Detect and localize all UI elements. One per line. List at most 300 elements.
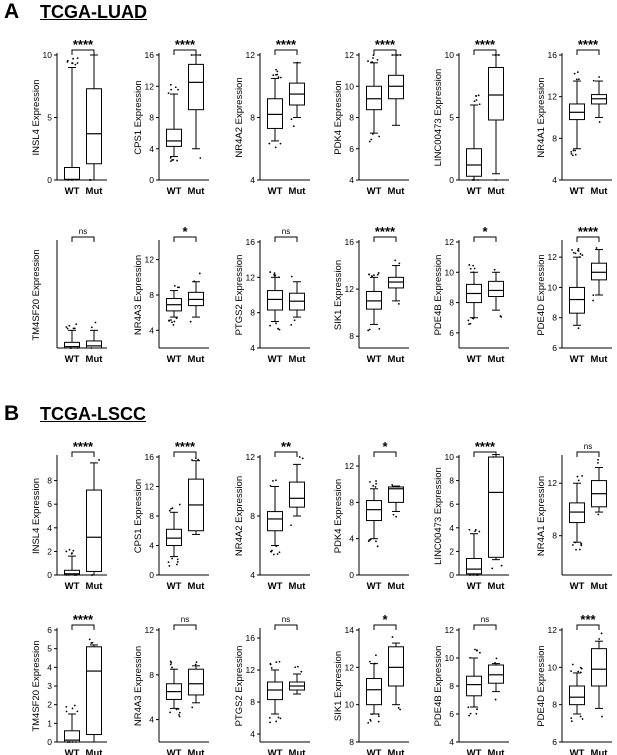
chart-19-x-tick-label: Mut xyxy=(85,748,103,755)
chart-22-mut-outlier-point xyxy=(399,709,401,711)
chart-23-x-tick-label: Mut xyxy=(487,748,505,755)
chart-13-y-tick-label: 6 xyxy=(47,499,52,510)
chart-12-mut-outlier-point xyxy=(592,294,594,296)
chart-14-y-tick-label: 8 xyxy=(149,511,154,521)
chart-24-y-tick-label: 12 xyxy=(547,625,557,635)
chart-4-x-tick-label: WT xyxy=(366,186,382,197)
chart-18-x-tick-label: Mut xyxy=(590,581,608,592)
chart-14-wt-outlier-point xyxy=(176,564,178,566)
chart-2-y-axis-label: CPS1 Expression xyxy=(133,80,144,155)
chart-4-wt-outlier-point xyxy=(373,54,375,56)
chart-20-wt-outlier-point xyxy=(178,708,180,710)
chart-22-wt-outlier-point xyxy=(374,663,376,665)
chart-14-wt-outlier-point xyxy=(171,558,173,560)
chart-19-significance-label: **** xyxy=(72,612,94,627)
chart-19-wt-outlier-point xyxy=(65,706,67,708)
chart-13-wt-outlier-point xyxy=(65,551,67,553)
chart-18-wt-outlier-point xyxy=(575,549,577,551)
chart-15-mut-box xyxy=(290,482,305,507)
chart-7-significance-bracket xyxy=(72,237,94,242)
chart-9-wt-outlier-point xyxy=(278,276,280,278)
chart-15-mut-outlier-point xyxy=(290,524,292,526)
chart-3-wt-box xyxy=(268,99,283,129)
chart-24-wt-outlier-point xyxy=(577,671,579,673)
chart-6-wt-outlier-point xyxy=(573,150,575,152)
chart-18-wt-outlier-point xyxy=(580,543,582,545)
chart-20-significance-bracket xyxy=(174,625,196,630)
chart-10-mut-outlier-point xyxy=(398,303,400,305)
chart-23-wt-outlier-point xyxy=(476,650,478,652)
chart-23-mut-box xyxy=(489,665,504,683)
chart-2-y-tick-label: 8 xyxy=(149,112,154,123)
chart-22-y-tick-label: 10 xyxy=(344,699,354,710)
chart-19-wt-outlier-point xyxy=(72,708,74,710)
chart-16-wt-outlier-point xyxy=(375,483,377,485)
chart-18-wt-outlier-point xyxy=(579,549,581,551)
chart-4-mut-outlier-point xyxy=(391,54,393,56)
chart-22-x-tick-label: WT xyxy=(366,748,382,755)
chart-4-wt-outlier-point xyxy=(377,59,379,61)
chart-16-wt-outlier-point xyxy=(375,486,377,488)
chart-21-wt-outlier-point xyxy=(269,722,271,724)
chart-20-wt-outlier-point xyxy=(171,667,173,669)
chart-12-wt-outlier-point xyxy=(573,252,575,254)
chart-24-wt-outlier-point xyxy=(581,668,583,670)
chart-5-wt-outlier-point xyxy=(476,99,478,101)
chart-9-y-tick-label: 8 xyxy=(250,307,255,318)
chart-18-wt-outlier-point xyxy=(572,544,574,546)
chart-17-wt-outlier-point xyxy=(468,529,470,531)
chart-14-wt-outlier-point xyxy=(172,507,174,509)
chart-14-mut-outlier-point xyxy=(191,459,193,461)
chart-9-wt-outlier-point xyxy=(275,322,277,324)
chart-5-mut-outlier-point xyxy=(495,179,497,181)
chart-23-wt-box xyxy=(467,676,482,696)
chart-6-x-tick-label: WT xyxy=(569,186,585,197)
chart-23-y-tick-label: 4 xyxy=(449,737,454,747)
chart-15-x-tick-label: WT xyxy=(267,581,283,592)
chart-21-wt-outlier-point xyxy=(271,667,273,669)
chart-12-wt-outlier-point xyxy=(578,250,580,252)
chart-22-mut-box xyxy=(389,647,404,686)
chart-12-y-tick-label: 6 xyxy=(552,343,557,353)
chart-10-wt-outlier-point xyxy=(378,272,380,274)
chart-13-mut-box xyxy=(87,490,102,571)
chart-1-y-tick-label: 5 xyxy=(47,112,52,123)
chart-6-wt-outlier-point xyxy=(570,151,572,153)
chart-23-mut-outlier-point xyxy=(496,657,498,659)
chart-22-y-axis-label: SIK1 Expression xyxy=(333,650,344,722)
chart-20-wt-outlier-point xyxy=(170,660,172,662)
chart-22-wt-outlier-point xyxy=(369,661,371,663)
chart-1-y-tick-label: 10 xyxy=(42,50,52,60)
chart-15-wt-outlier-point xyxy=(270,551,272,553)
chart-5-x-tick-label: Mut xyxy=(487,186,505,197)
chart-21-wt-outlier-point xyxy=(269,663,271,665)
chart-13-wt-outlier-point xyxy=(69,549,71,551)
chart-10-y-tick-label: 16 xyxy=(344,237,354,247)
chart-19-y-tick-label: 0 xyxy=(47,737,52,747)
chart-21-y-axis-label: PTGS2 Expression xyxy=(234,645,245,727)
chart-24-wt-box xyxy=(570,686,585,705)
chart-1-y-tick-label: 0 xyxy=(47,175,52,185)
chart-13-x-tick-label: WT xyxy=(64,581,80,592)
chart-12-wt-box xyxy=(570,287,585,313)
chart-24-wt-outlier-point xyxy=(570,670,572,672)
chart-12-significance-label: **** xyxy=(577,224,599,239)
chart-8-y-tick-label: 4 xyxy=(149,325,154,336)
chart-2-wt-outlier-point xyxy=(170,89,172,91)
chart-3-x-tick-label: Mut xyxy=(288,186,306,197)
chart-12-mut-box xyxy=(592,263,607,280)
chart-20-wt-outlier-point xyxy=(179,712,181,714)
chart-16-x-tick-label: Mut xyxy=(387,581,405,592)
chart-2-wt-outlier-point xyxy=(170,160,172,162)
chart-21-significance-bracket xyxy=(275,625,297,630)
chart-23-wt-outlier-point xyxy=(469,657,471,659)
chart-2-wt-outlier-point xyxy=(177,89,179,91)
chart-16-wt-outlier-point xyxy=(377,545,379,547)
chart-1-significance-label: **** xyxy=(72,37,94,52)
chart-23-wt-outlier-point xyxy=(476,708,478,710)
chart-23-significance-label: ns xyxy=(480,615,490,624)
chart-21-x-tick-label: WT xyxy=(267,748,283,755)
chart-17-mut-outlier-point xyxy=(491,568,493,570)
chart-2-y-tick-label: 12 xyxy=(144,81,154,92)
chart-24-mut-outlier-point xyxy=(601,716,603,718)
chart-23-wt-outlier-point xyxy=(467,706,469,708)
chart-4-wt-outlier-point xyxy=(372,57,374,59)
chart-23-y-tick-label: 10 xyxy=(444,653,454,663)
chart-4-y-tick-label: 8 xyxy=(349,112,354,123)
chart-9-mut-outlier-point xyxy=(290,324,292,326)
chart-20-y-tick-label: 4 xyxy=(149,714,154,725)
chart-20-mut-outlier-point xyxy=(195,664,197,666)
chart-23-x-tick-label: WT xyxy=(466,748,482,755)
chart-9-wt-outlier-point xyxy=(273,274,275,276)
chart-17-y-tick-label: 8 xyxy=(449,475,454,486)
chart-13-y-tick-label: 0 xyxy=(47,570,52,580)
chart-5-wt-outlier-point xyxy=(479,103,481,105)
chart-12-x-tick-label: Mut xyxy=(590,354,608,365)
chart-24-wt-outlier-point xyxy=(582,718,584,720)
chart-10-mut-outlier-point xyxy=(398,263,400,265)
chart-2-x-tick-label: WT xyxy=(166,186,182,197)
chart-13-wt-outlier-point xyxy=(72,550,74,552)
chart-3-wt-outlier-point xyxy=(278,76,280,78)
chart-15-mut-outlier-point xyxy=(302,457,304,459)
chart-6-mut-outlier-point xyxy=(599,121,601,123)
chart-14-significance-label: **** xyxy=(174,439,196,454)
panel-b-letter: B xyxy=(4,402,20,425)
chart-21-wt-outlier-point xyxy=(279,661,281,663)
chart-9-mut-outlier-point xyxy=(291,276,293,278)
chart-22-wt-outlier-point xyxy=(378,713,380,715)
chart-10-wt-outlier-point xyxy=(373,274,375,276)
chart-7-wt-outlier-point xyxy=(67,328,69,330)
chart-16-wt-outlier-point xyxy=(375,480,377,482)
chart-5-wt-outlier-point xyxy=(474,179,476,181)
chart-11-wt-outlier-point xyxy=(468,264,470,266)
chart-6-significance-label: **** xyxy=(577,37,599,52)
chart-18-y-tick-label: 8 xyxy=(552,530,557,541)
chart-14-wt-outlier-point xyxy=(170,508,172,510)
chart-20-mut-outlier-point xyxy=(196,661,198,663)
chart-11-wt-outlier-point xyxy=(472,317,474,319)
chart-11-y-tick-label: 6 xyxy=(449,327,454,338)
chart-20-y-axis-label: NR4A3 Expression xyxy=(133,645,144,727)
chart-11-mut-outlier-point xyxy=(494,269,496,271)
chart-11-significance-label: * xyxy=(482,224,488,239)
chart-7-y-axis-label: TM4SF20 Expression xyxy=(31,249,42,341)
chart-10-significance-label: **** xyxy=(374,224,396,239)
chart-8-mut-outlier-point xyxy=(199,273,201,275)
chart-24-mut-outlier-point xyxy=(601,632,603,634)
chart-7-x-tick-label: Mut xyxy=(85,354,103,365)
chart-6-y-tick-label: 16 xyxy=(547,50,557,60)
chart-1-wt-outlier-point xyxy=(77,57,79,59)
chart-5-wt-outlier-point xyxy=(478,94,480,96)
chart-14-wt-outlier-point xyxy=(177,558,179,560)
chart-16-significance-label: * xyxy=(382,439,388,454)
chart-6-wt-outlier-point xyxy=(577,71,579,73)
chart-1-wt-box xyxy=(65,168,80,181)
chart-15-wt-outlier-point xyxy=(272,480,274,482)
chart-24-wt-outlier-point xyxy=(572,664,574,666)
chart-22-wt-outlier-point xyxy=(371,713,373,715)
chart-24-significance-label: *** xyxy=(580,612,596,627)
chart-5-y-axis-label: LINC00473 Expression xyxy=(433,68,444,167)
chart-14-mut-outlier-point xyxy=(195,457,197,459)
chart-16-y-axis-label: PDK4 Expression xyxy=(333,478,344,554)
chart-1-wt-outlier-point xyxy=(72,62,74,64)
chart-1-wt-outlier-point xyxy=(72,58,74,60)
chart-18-significance-bracket xyxy=(577,452,599,457)
chart-17-wt-outlier-point xyxy=(475,529,477,531)
chart-19-y-tick-label: 4 xyxy=(47,662,52,673)
chart-8-significance-label: * xyxy=(182,224,188,239)
chart-19-mut-outlier-point xyxy=(89,638,91,640)
panel-b-title: TCGA-LSCC xyxy=(40,404,146,424)
chart-20-mut-box xyxy=(189,669,204,695)
chart-1-x-tick-label: Mut xyxy=(85,186,103,197)
chart-7-significance-label: ns xyxy=(78,227,88,236)
chart-2-mut-outlier-point xyxy=(199,157,201,159)
chart-16-wt-outlier-point xyxy=(369,539,371,541)
chart-16-mut-outlier-point xyxy=(393,514,395,516)
chart-15-wt-outlier-point xyxy=(270,485,272,487)
chart-21-x-tick-label: Mut xyxy=(288,748,306,755)
chart-14-y-axis-label: CPS1 Expression xyxy=(133,478,144,554)
chart-16-x-tick-label: WT xyxy=(366,581,382,592)
chart-12-x-tick-label: WT xyxy=(569,354,585,365)
chart-4-wt-box xyxy=(367,86,382,109)
chart-8-wt-outlier-point xyxy=(170,319,172,321)
chart-15-wt-outlier-point xyxy=(279,551,281,553)
chart-15-y-tick-label: 12 xyxy=(245,452,255,462)
chart-3-y-axis-label: NR4A2 Expression xyxy=(234,77,245,158)
chart-15-wt-outlier-point xyxy=(275,479,277,481)
chart-4-y-tick-label: 10 xyxy=(344,81,354,92)
chart-1-wt-outlier-point xyxy=(67,60,69,62)
chart-19-wt-outlier-point xyxy=(75,741,77,743)
chart-22-mut-outlier-point xyxy=(392,636,394,638)
chart-2-significance-label: **** xyxy=(174,37,196,52)
chart-15-mut-outlier-point xyxy=(299,456,301,458)
chart-14-y-tick-label: 4 xyxy=(149,540,154,551)
chart-10-wt-outlier-point xyxy=(367,330,369,332)
chart-18-y-tick-label: 12 xyxy=(547,478,557,489)
chart-6-wt-outlier-point xyxy=(572,154,574,156)
chart-15-wt-outlier-point xyxy=(277,553,279,555)
chart-4-wt-outlier-point xyxy=(372,133,374,135)
chart-9-y-tick-label: 12 xyxy=(245,272,255,283)
chart-8-x-tick-label: Mut xyxy=(187,354,205,365)
chart-12-wt-outlier-point xyxy=(578,248,580,250)
chart-9-mut-outlier-point xyxy=(294,319,296,321)
chart-21-wt-outlier-point xyxy=(269,717,271,719)
chart-14-y-tick-label: 0 xyxy=(149,570,154,580)
chart-2-x-tick-label: Mut xyxy=(187,186,205,197)
chart-8-wt-outlier-point xyxy=(174,285,176,287)
chart-18-wt-outlier-point xyxy=(577,476,579,478)
chart-6-wt-outlier-point xyxy=(575,154,577,156)
chart-12-wt-outlier-point xyxy=(571,249,573,251)
chart-17-y-tick-label: 6 xyxy=(449,499,454,510)
chart-5-y-tick-label: 5 xyxy=(449,112,454,123)
chart-24-y-axis-label: PDE4D Expression xyxy=(536,645,547,727)
chart-15-y-tick-label: 8 xyxy=(250,511,255,521)
chart-2-mut-box xyxy=(189,64,204,109)
chart-2-mut-outlier-point xyxy=(191,54,193,56)
chart-7-wt-outlier-point xyxy=(77,347,79,349)
chart-10-x-tick-label: Mut xyxy=(387,354,405,365)
chart-3-wt-outlier-point xyxy=(268,143,270,145)
chart-21-mut-outlier-point xyxy=(300,671,302,673)
chart-12-y-tick-label: 10 xyxy=(547,282,557,293)
chart-24-mut-outlier-point xyxy=(598,638,600,640)
chart-19-wt-outlier-point xyxy=(66,711,68,713)
chart-13-x-tick-label: Mut xyxy=(85,581,103,592)
chart-19-mut-box xyxy=(87,647,102,735)
chart-12-mut-outlier-point xyxy=(592,300,594,302)
chart-4-y-tick-label: 12 xyxy=(344,50,354,60)
chart-10-mut-outlier-point xyxy=(394,259,396,261)
chart-16-y-tick-label: 8 xyxy=(349,497,354,508)
chart-10-x-tick-label: WT xyxy=(366,354,382,365)
chart-2-wt-outlier-point xyxy=(175,86,177,88)
chart-1-wt-outlier-point xyxy=(67,179,69,181)
chart-22-wt-outlier-point xyxy=(369,719,371,721)
chart-13-wt-outlier-point xyxy=(65,574,67,576)
chart-13-y-tick-label: 4 xyxy=(47,522,52,533)
chart-21-wt-outlier-point xyxy=(278,717,280,719)
chart-20-wt-outlier-point xyxy=(176,709,178,711)
chart-11-wt-outlier-point xyxy=(470,268,472,270)
chart-8-wt-outlier-point xyxy=(173,321,175,323)
chart-19-x-tick-label: WT xyxy=(64,748,80,755)
chart-9-wt-outlier-point xyxy=(269,325,271,327)
chart-3-mut-outlier-point xyxy=(293,125,295,127)
chart-17-y-tick-label: 10 xyxy=(444,452,454,462)
chart-9-x-tick-label: Mut xyxy=(288,354,306,365)
chart-5-wt-outlier-point xyxy=(474,100,476,102)
chart-20-y-tick-label: 8 xyxy=(149,669,154,680)
chart-3-y-tick-label: 12 xyxy=(245,50,255,60)
chart-12-wt-outlier-point xyxy=(579,256,581,258)
chart-6-mut-outlier-point xyxy=(598,76,600,78)
chart-8-y-tick-label: 8 xyxy=(149,290,154,300)
chart-17-wt-outlier-point xyxy=(478,531,480,533)
chart-20-significance-label: ns xyxy=(180,615,190,624)
chart-14-y-tick-label: 16 xyxy=(144,452,154,462)
chart-1-x-tick-label: WT xyxy=(64,186,80,197)
chart-10-wt-outlier-point xyxy=(369,329,371,331)
chart-13-mut-outlier-point xyxy=(91,574,93,576)
chart-22-significance-label: * xyxy=(382,612,388,627)
chart-9-significance-bracket xyxy=(275,237,297,242)
chart-15-y-axis-label: NR4A2 Expression xyxy=(234,475,245,557)
chart-3-significance-label: **** xyxy=(275,37,297,52)
chart-9-wt-outlier-point xyxy=(274,272,276,274)
chart-6-x-tick-label: Mut xyxy=(590,186,608,197)
chart-14-x-tick-label: WT xyxy=(166,581,182,592)
chart-9-wt-box xyxy=(268,291,283,310)
chart-15-wt-box xyxy=(268,512,283,531)
chart-5-y-tick-label: 10 xyxy=(444,50,454,60)
chart-16-wt-outlier-point xyxy=(375,540,377,542)
chart-3-wt-outlier-point xyxy=(280,143,282,145)
chart-12-y-axis-label: PDE4D Expression xyxy=(536,254,547,336)
chart-23-mut-outlier-point xyxy=(494,662,496,664)
chart-10-y-tick-label: 12 xyxy=(344,284,354,295)
chart-18-wt-outlier-point xyxy=(578,480,580,482)
chart-10-y-tick-label: 8 xyxy=(349,331,354,342)
chart-22-mut-outlier-point xyxy=(398,707,400,709)
chart-18-significance-label: ns xyxy=(583,442,593,451)
chart-17-y-axis-label: LINC00473 Expression xyxy=(433,467,444,565)
chart-19-y-tick-label: 3 xyxy=(47,681,52,691)
chart-20-wt-outlier-point xyxy=(179,716,181,718)
chart-18-mut-outlier-point xyxy=(597,462,599,464)
chart-16-wt-outlier-point xyxy=(372,485,374,487)
chart-17-wt-box xyxy=(467,558,482,573)
chart-10-y-axis-label: SIK1 Expression xyxy=(333,259,344,331)
chart-17-significance-label: **** xyxy=(474,439,496,454)
chart-11-wt-outlier-point xyxy=(473,271,475,273)
chart-19-y-axis-label: TM4SF20 Expression xyxy=(31,640,42,732)
chart-4-y-axis-label: PDK4 Expression xyxy=(333,80,344,155)
chart-9-wt-outlier-point xyxy=(269,271,271,273)
chart-22-wt-box xyxy=(367,679,382,705)
chart-11-mut-outlier-point xyxy=(500,315,502,317)
chart-16-y-tick-label: 4 xyxy=(349,533,354,544)
chart-14-wt-box xyxy=(167,529,182,545)
chart-12-wt-outlier-point xyxy=(580,253,582,255)
chart-18-y-axis-label: NR4A1 Expression xyxy=(536,475,547,557)
chart-24-x-tick-label: WT xyxy=(569,748,585,755)
chart-14-wt-outlier-point xyxy=(179,504,181,506)
chart-22-wt-outlier-point xyxy=(367,722,369,724)
chart-17-y-tick-label: 4 xyxy=(449,522,454,533)
chart-6-wt-outlier-point xyxy=(578,78,580,80)
chart-4-mut-outlier-point xyxy=(400,54,402,56)
chart-24-y-tick-label: 6 xyxy=(552,737,557,747)
chart-22-y-tick-label: 8 xyxy=(349,737,354,747)
chart-23-wt-outlier-point xyxy=(470,713,472,715)
chart-5-mut-outlier-point xyxy=(498,54,500,56)
chart-24-x-tick-label: Mut xyxy=(590,748,608,755)
